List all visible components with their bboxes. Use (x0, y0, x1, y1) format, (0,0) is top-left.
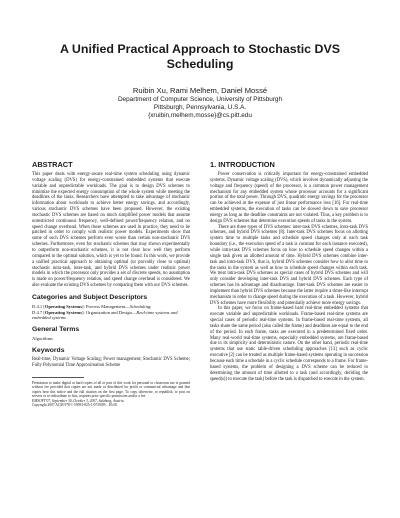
intro-paragraph-3: In this paper, we focus on frame-based hard real-time embedded systems that execute variable and unpredictable workloads. Frame-based real-time systems are special cases of periodic real-time systems. In frame-based real-time systems, all tasks share the same period (also called the frame) and deadlines are equal to the end of the period. In each frame, tasks are executed in a predetermined fixed order. Many real-world real-time systems, especially embedded systems, are frame-based due to its simplicity and deterministic nature. On the other hand, periodic real-time systems that use static table-driven scheduling approaches [13] such as cyclic executive [2] can be treated as multiple frame-based systems operating in succession because each time a schedule in a cyclic schedule corresponds to a frame. For frame-based systems, the problem of designing a DVS scheme can be reduced to determining the amount of time allotted to a task (and accordingly, deciding the speed(s)) to execute the task) before the task is dispatched to execute in the system. (210, 306, 368, 382)
category-subarea: ]: Process Management— (82, 303, 130, 309)
category-area: Operating Systems (44, 303, 83, 309)
keywords-heading: Keywords (32, 347, 65, 355)
footnote-divider (32, 377, 84, 378)
category-separator: ; (150, 303, 152, 309)
general-terms-heading: General Terms (32, 326, 80, 334)
author-block (20, 86, 380, 119)
affiliation-department: Department of Computer Science, University of Pittsburgh (117, 96, 283, 103)
category-code: D.4.1 [ (32, 303, 45, 309)
keywords-text: Real-time; Dynamic Voltage Scaling; Power management; Stochastic DVS Scheme; Fully Polynomial Time Approximation Scheme (32, 357, 190, 368)
author-emails: {xruibin,melhem,mosse}@cs.pitt.edu (148, 111, 252, 119)
category-topic: Scheduling (129, 303, 151, 309)
category-area: Operating Systems (44, 309, 83, 315)
general-terms-text: Algorithms (32, 336, 53, 342)
venue-text: EMSOFT'07, September 30–October 3, 2007, Salzburg, Austria. (32, 398, 125, 403)
categories-heading: Categories and Subject Descriptors (32, 293, 148, 301)
category-line-2 (32, 310, 190, 322)
paper-title (20, 42, 380, 72)
title-line-1: A Unified Practical Approach to Stochastic DVS (60, 42, 340, 56)
abstract-heading: ABSTRACT (32, 160, 73, 169)
abstract-text: This paper deals with energy-aware real-time system scheduling using dynamic voltage scaling (DVS) for energy-constrained embedded systems that execute variable and unpredictable workloads. The goal is to design DVS schemes to minimize the expected energy consumption of the whole system while meeting the deadlines of the tasks. Researchers have attempted to take advantage of stochastic information about workloads to achieve better energy savings, and accordingly, various stochastic DVS schemes have been proposed. However, the existing stochastic DVS schemes are based on much simplified power models that assume unrestricted continuous frequency, well-defined power/frequency relation, and no speed change overhead. When those schemes are used in practice, they need to be patched in order to comply with realistic power models. Experiments show that some of such DVS schemes perform even worse than certain non-stochastic DVS schemes. Furthermore, even for stochastic schemes that may shown experimentally to outperform non-stochastic schemes, it is not clear how well they perform compared to the optimal solution, which is yet to be found. In this work, we provide a unified practical approach to obtaining optimal (or provably close to optimal) stochastic intra-task, inter-task, and hybrid DVS schemes under realistic power models in which the processor only provides a set of discrete speeds, no assumption is made on power/frequency relation, and speed change overhead is considered. We also evaluate the existing DVS schemes by comparing them with our DVS schemes. (32, 172, 190, 289)
category-topic: Real-time systems and embedded systems (32, 309, 178, 321)
introduction-heading: 1. INTRODUCTION (210, 160, 275, 169)
affiliation-location: Pittsburgh, Pennsylvania, U.S.A. (153, 103, 247, 111)
author-names: Ruibin Xu, Rami Melhem, Daniel Mossé (132, 86, 268, 95)
permission-notice: Permission to make digital or hard copies of all or part of this work for personal or classroom use is granted without fee provided that copies are not made or distributed for profit or commercial advantage and that copies bear this notice and the full citation on the first page. To copy otherwise, to republish, to post on servers or to redistribute to lists, requires prior specific permission and/or a fee. (32, 380, 190, 399)
intro-paragraph-2: There are three types of DVS schemes: inter-task DVS schemes, intra-task DVS schemes, and hybrid DVS schemes [8]. Inter-task DVS schemes focus on allotting system time to multiple tasks and schedule speed changes only at each task boundary (i.e., the execution speed of a task is constant for each instance executed), while intra-task DVS schemes focus on how to schedule speed changes within a single task given an allotted amount of time. Hybrid DVS schemes combine inter-task and intra-task DVS, that is, hybrid DVS schemes consider how to allot time to the tasks in the system as well as how to schedule speed changes within each task. We treat intra-task DVS schemes as special cases of hybrid DVS schemes and will only consider developing inter-task DVS and hybrid DVS schemes. Each type of schemes has its advantage and disadvantage. Inter-task DVS schemes are easier to implement than hybrid DVS schemes because the latter require a timer-like interrupt mechanism in order to change speed during the execution of a task. However, hybrid DVS schemes have more flexibility and potentially achieve more energy savings. (210, 224, 368, 306)
copyright-line: Copyright 2007 ACM 978-1-59593-825-1/07/0009 ...$5.00. (32, 403, 118, 408)
category-subarea: ]: Organization and Design— (82, 309, 137, 315)
title-line-2: Scheduling (166, 57, 234, 71)
intro-paragraph-1: Power conservation is critically important for energy-constrained embedded systems. Dynamic voltage scaling (DVS), which involves dynamically adjusting the voltage and frequency (speed) of the processor, is a common power management mechanism for any embedded system whose processor accounts for a significant portion of the total power. Through DVS, quadratic energy savings for the processor can be achieved at the expense of just linear performance loss [16]. For real-time embedded systems, the execution of tasks can be slowed down to save processor energy as long as the deadline constraints are not violated. Thus, a key problem is to design DVS schemes that determine execution speeds of tasks in the system. (210, 172, 368, 224)
left-column (32, 160, 190, 408)
category-code: D.4.7 [ (32, 309, 45, 315)
right-column (210, 160, 368, 382)
